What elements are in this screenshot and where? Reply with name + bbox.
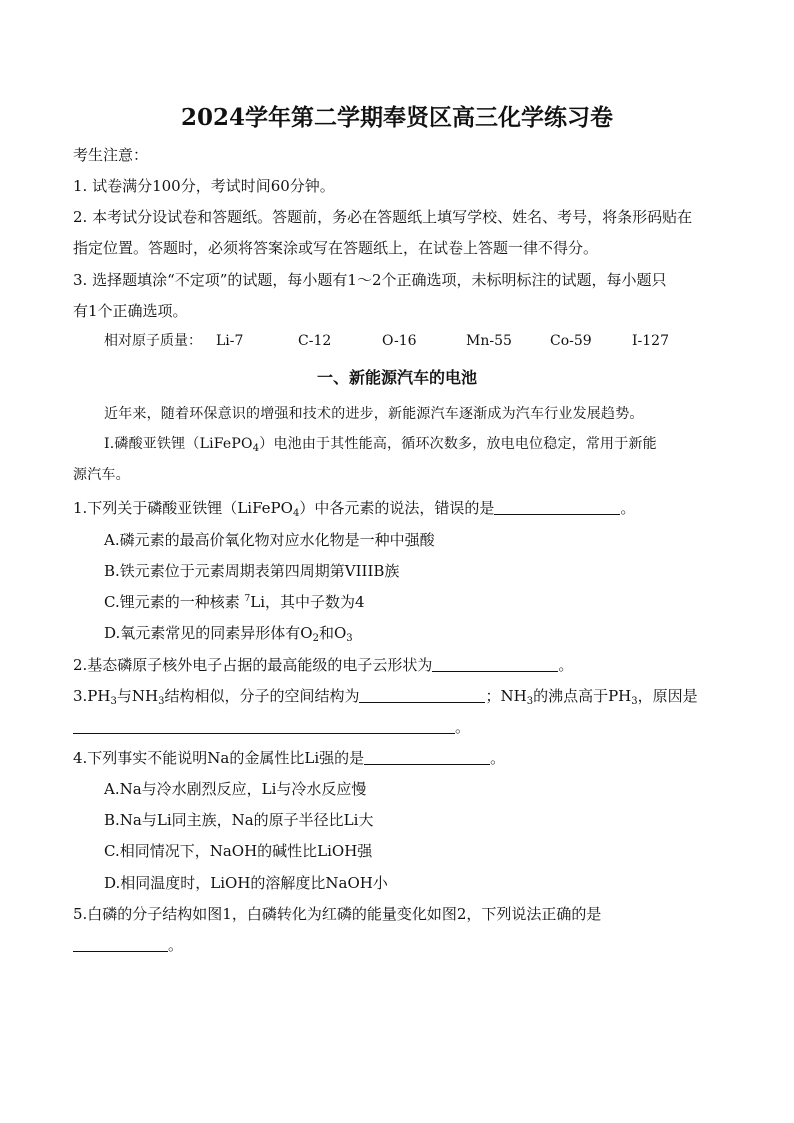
- answer-blank-q3-1[interactable]: [359, 686, 485, 703]
- atomic-mass-c: C-12: [298, 333, 332, 349]
- notice-item-2-line-1: 2. 本考试分设试卷和答题纸。答题前，务必在答题纸上填写学校、姓名、考号，将条形码贴在: [73, 208, 693, 226]
- section-title: 一、新能源汽车的电池: [316, 368, 477, 387]
- notice-item-2-line-2: 指定位置。答题时，必须将答案涂或写在答题纸上，在试卷上答题一律不得分。: [73, 239, 599, 257]
- atomic-mass-o: O-16: [382, 333, 417, 349]
- answer-blank-q4[interactable]: [364, 748, 490, 765]
- exam-title: 2024学年第二学期奉贤区高三化学练习卷: [180, 104, 613, 131]
- section-intro-3: 源汽车。: [73, 467, 130, 483]
- question-4-option-b: B.Na与Li同主族，Na的原子半径比Li大: [104, 811, 374, 829]
- question-1-option-c: C.锂元素的一种核素 $^7$Li，其中子数为4: [104, 593, 365, 611]
- answer-blank-q1[interactable]: [494, 498, 620, 515]
- question-4-stem: 4.下列事实不能说明Na的金属性比Li强的是 。: [73, 749, 506, 767]
- notice-item-3-line-1: 3. 选择题填涂“不定项”的试题，每小题有1～2个正确选项，未标明标注的试题，每小题只: [73, 271, 667, 289]
- question-1-option-a: A.磷元素的最高价氧化物对应水化物是一种中强酸: [104, 531, 435, 549]
- question-1-stem: 1.下列关于磷酸亚铁锂（LiFePO$_4$）中各元素的说法，错误的是 。: [73, 499, 636, 519]
- atomic-mass-i: I-127: [632, 333, 669, 349]
- question-4-option-a: A.Na与冷水剧烈反应，Li与冷水反应慢: [104, 780, 367, 798]
- atomic-mass-co: Co-59: [550, 333, 592, 349]
- answer-blank-q2[interactable]: [432, 655, 558, 672]
- question-4-option-d: D.相同温度时，LiOH的溶解度比NaOH小: [104, 874, 388, 892]
- answer-blank-q5[interactable]: [73, 935, 168, 952]
- notice-item-1: 1. 试卷满分100分，考试时间60分钟。: [73, 177, 335, 195]
- atomic-mass-row: [104, 331, 669, 351]
- answer-blank-q3-2[interactable]: [73, 717, 455, 734]
- question-5-continuation: 。: [73, 935, 183, 955]
- question-1-option-b: B.铁元素位于元素周期表第四周期第VIIIB族: [104, 562, 400, 580]
- notice-heading: 考生注意：: [73, 146, 149, 164]
- question-3-continuation: 。: [73, 717, 470, 737]
- atomic-mass-li: Li-7: [216, 333, 244, 349]
- question-2-stem: 2.基态磷原子核外电子占据的最高能级的电子云形状为 。: [73, 656, 574, 674]
- atomic-mass-label: 相对原子质量：: [104, 333, 202, 349]
- atomic-mass-mn: Mn-55: [466, 333, 512, 349]
- section-intro-1: 近年来，随着环保意识的增强和技术的进步，新能源汽车逐渐成为汽车行业发展趋势。: [104, 406, 644, 422]
- question-1-option-d: D.氧元素常见的同素异形体有$O_2$和$O_3$: [104, 624, 353, 644]
- question-5-stem: 5.白磷的分子结构如图1，白磷转化为红磷的能量变化如图2，下列说法正确的是: [73, 905, 602, 923]
- section-intro-2: Ⅰ.磷酸亚铁锂（LiFePO$_4$）电池由于其性能高，循环次数多，放电电位稳定，常用于新能: [104, 436, 657, 454]
- question-3-stem: $3.PH_3$与$NH_3$结构相似，分子的空间结构为 ；$NH_3$的沸点高于$PH_3$，原因是: [73, 687, 698, 707]
- notice-item-3-line-2: 有1个正确选项。: [73, 302, 188, 320]
- question-4-option-c: C.相同情况下，NaOH的碱性比LiOH强: [104, 842, 373, 860]
